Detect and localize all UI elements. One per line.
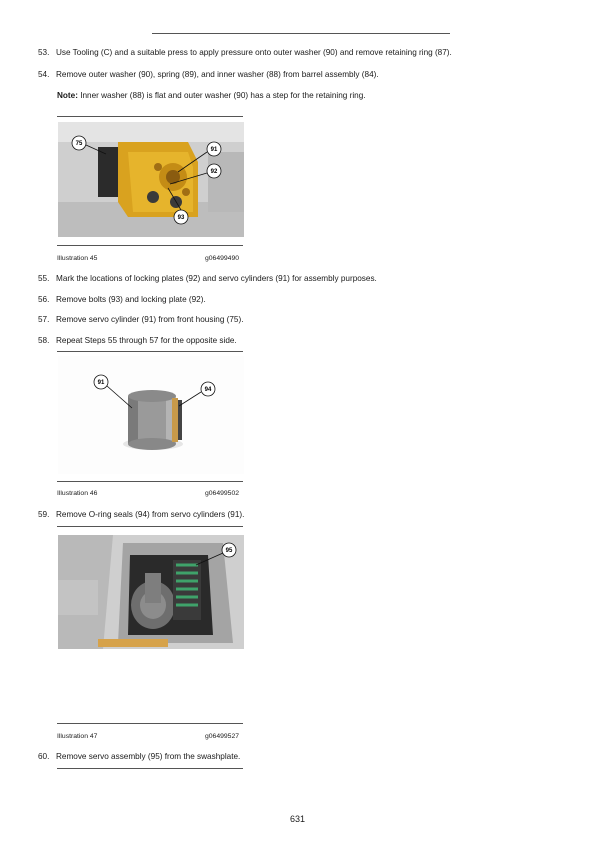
- note-label: Note:: [57, 91, 78, 100]
- step-text: Repeat Steps 55 through 57 for the opposite side.: [56, 336, 237, 345]
- step-number: 59.: [38, 510, 50, 519]
- callout-93: 93: [177, 215, 185, 222]
- step-text: Remove bolts (93) and locking plate (92).: [56, 295, 206, 304]
- figure-rule-top: [57, 526, 243, 527]
- step-number: 60.: [38, 752, 50, 761]
- step-number: 55.: [38, 274, 50, 283]
- illustration-45-image: [58, 122, 244, 237]
- illustration-46-caption: Illustration 46: [57, 490, 98, 497]
- illustration-47-image: [58, 535, 244, 649]
- step-text: Remove servo cylinder (91) from front housing (75).: [56, 315, 244, 324]
- step-number: 57.: [38, 315, 50, 324]
- figure-rule-top: [57, 116, 243, 117]
- callout-95: 95: [225, 548, 233, 555]
- header-rule: [152, 33, 450, 34]
- callout-91: 91: [97, 380, 105, 387]
- illustration-46-code: g06499502: [205, 490, 240, 497]
- illustration-45-caption: Illustration 45: [57, 255, 98, 262]
- step-text: Remove outer washer (90), spring (89), and inner washer (88) from barrel assembly (84).: [56, 70, 379, 79]
- step-text: Remove O-ring seals (94) from servo cylinders (91).: [56, 510, 245, 519]
- note: [57, 91, 366, 100]
- step-58: [38, 336, 237, 345]
- step-53: [38, 48, 452, 57]
- illustration-47-caption: Illustration 47: [57, 733, 98, 740]
- step-56: [38, 295, 206, 304]
- note-text: Inner washer (88) is flat and outer washer (90) has a step for the retaining ring.: [77, 91, 366, 100]
- step-number: 54.: [38, 70, 50, 79]
- figure-rule-top: [57, 768, 243, 769]
- illustration-46-image: [58, 356, 244, 474]
- step-number: 56.: [38, 295, 50, 304]
- page-number: 631: [289, 814, 306, 824]
- figure-rule-bottom: [57, 245, 243, 246]
- illustration-47-code: g06499527: [205, 733, 240, 740]
- step-60: [38, 752, 240, 761]
- step-text: Use Tooling (C) and a suitable press to apply pressure onto outer washer (90) and remove retaining ring (87).: [56, 48, 452, 57]
- step-57: [38, 315, 243, 324]
- illustration-45-code: g06499490: [205, 255, 240, 262]
- step-59: [38, 510, 244, 519]
- callout-91: 91: [210, 147, 218, 154]
- figure-rule-top: [57, 351, 243, 352]
- callout-94: 94: [204, 387, 212, 394]
- step-text: Remove servo assembly (95) from the swashplate.: [56, 752, 241, 761]
- step-text: Mark the locations of locking plates (92) and servo cylinders (91) for assembly purposes.: [56, 274, 377, 283]
- step-number: 53.: [38, 48, 50, 57]
- figure-rule-bottom: [57, 723, 243, 724]
- step-55: [38, 274, 377, 283]
- callout-75: 75: [75, 141, 83, 148]
- figure-rule-bottom: [57, 481, 243, 482]
- callout-92: 92: [210, 169, 218, 176]
- step-54: [38, 70, 379, 79]
- step-number: 58.: [38, 336, 50, 345]
